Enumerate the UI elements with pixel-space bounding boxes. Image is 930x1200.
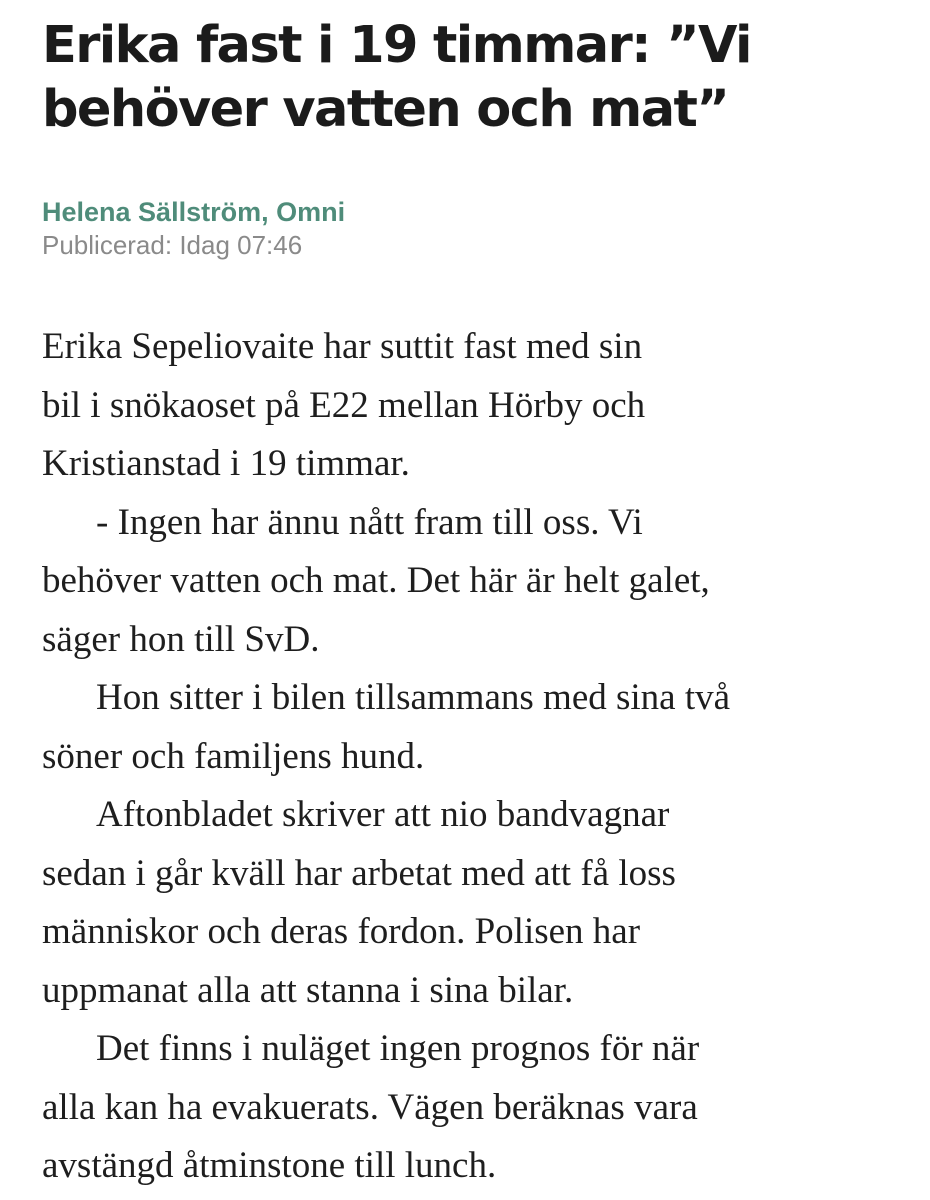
- body-line: Hon sitter i bilen tillsammans med sina två: [96, 677, 731, 718]
- body-line: uppmanat alla att stanna i sina bilar.: [42, 969, 574, 1011]
- published-time: Idag 07:46: [179, 230, 303, 260]
- body-line: Aftonbladet skriver att nio bandvagnar: [96, 794, 670, 835]
- body-line: människor och deras fordon. Polisen har: [42, 911, 641, 952]
- body-line: avstängd åtminstone till lunch.: [42, 1145, 497, 1186]
- body-line: Det finns i nuläget ingen prognos för när: [96, 1028, 700, 1069]
- body-line: sedan i går kväll har arbetat med att få loss: [42, 852, 676, 894]
- body-line: - Ingen har ännu nått fram till oss. Vi: [96, 501, 643, 543]
- published-label: Publicerad:: [42, 230, 173, 260]
- article-body: [42, 318, 912, 1196]
- article-headline: [42, 14, 912, 142]
- body-line: behöver vatten och mat. Det här är helt galet,: [42, 560, 710, 601]
- body-line: söner och familjens hund.: [42, 735, 425, 777]
- body-line: Kristianstad i 19 timmar.: [42, 443, 410, 484]
- body-line: Erika Sepeliovaite har suttit fast med sin: [42, 326, 643, 367]
- headline-line: Erika fast i 19 timmar: ”Vi: [42, 16, 751, 75]
- headline-line: behöver vatten och mat”: [42, 80, 729, 139]
- article: [42, 14, 912, 1196]
- body-line: säger hon till SvD.: [42, 618, 320, 660]
- published-timestamp: [42, 230, 912, 260]
- body-line: bil i snökaoset på E22 mellan Hörby och: [42, 384, 646, 426]
- author-byline[interactable]: Helena Sällström, Omni: [42, 197, 346, 227]
- body-line: alla kan ha evakuerats. Vägen beräknas vara: [42, 1086, 698, 1128]
